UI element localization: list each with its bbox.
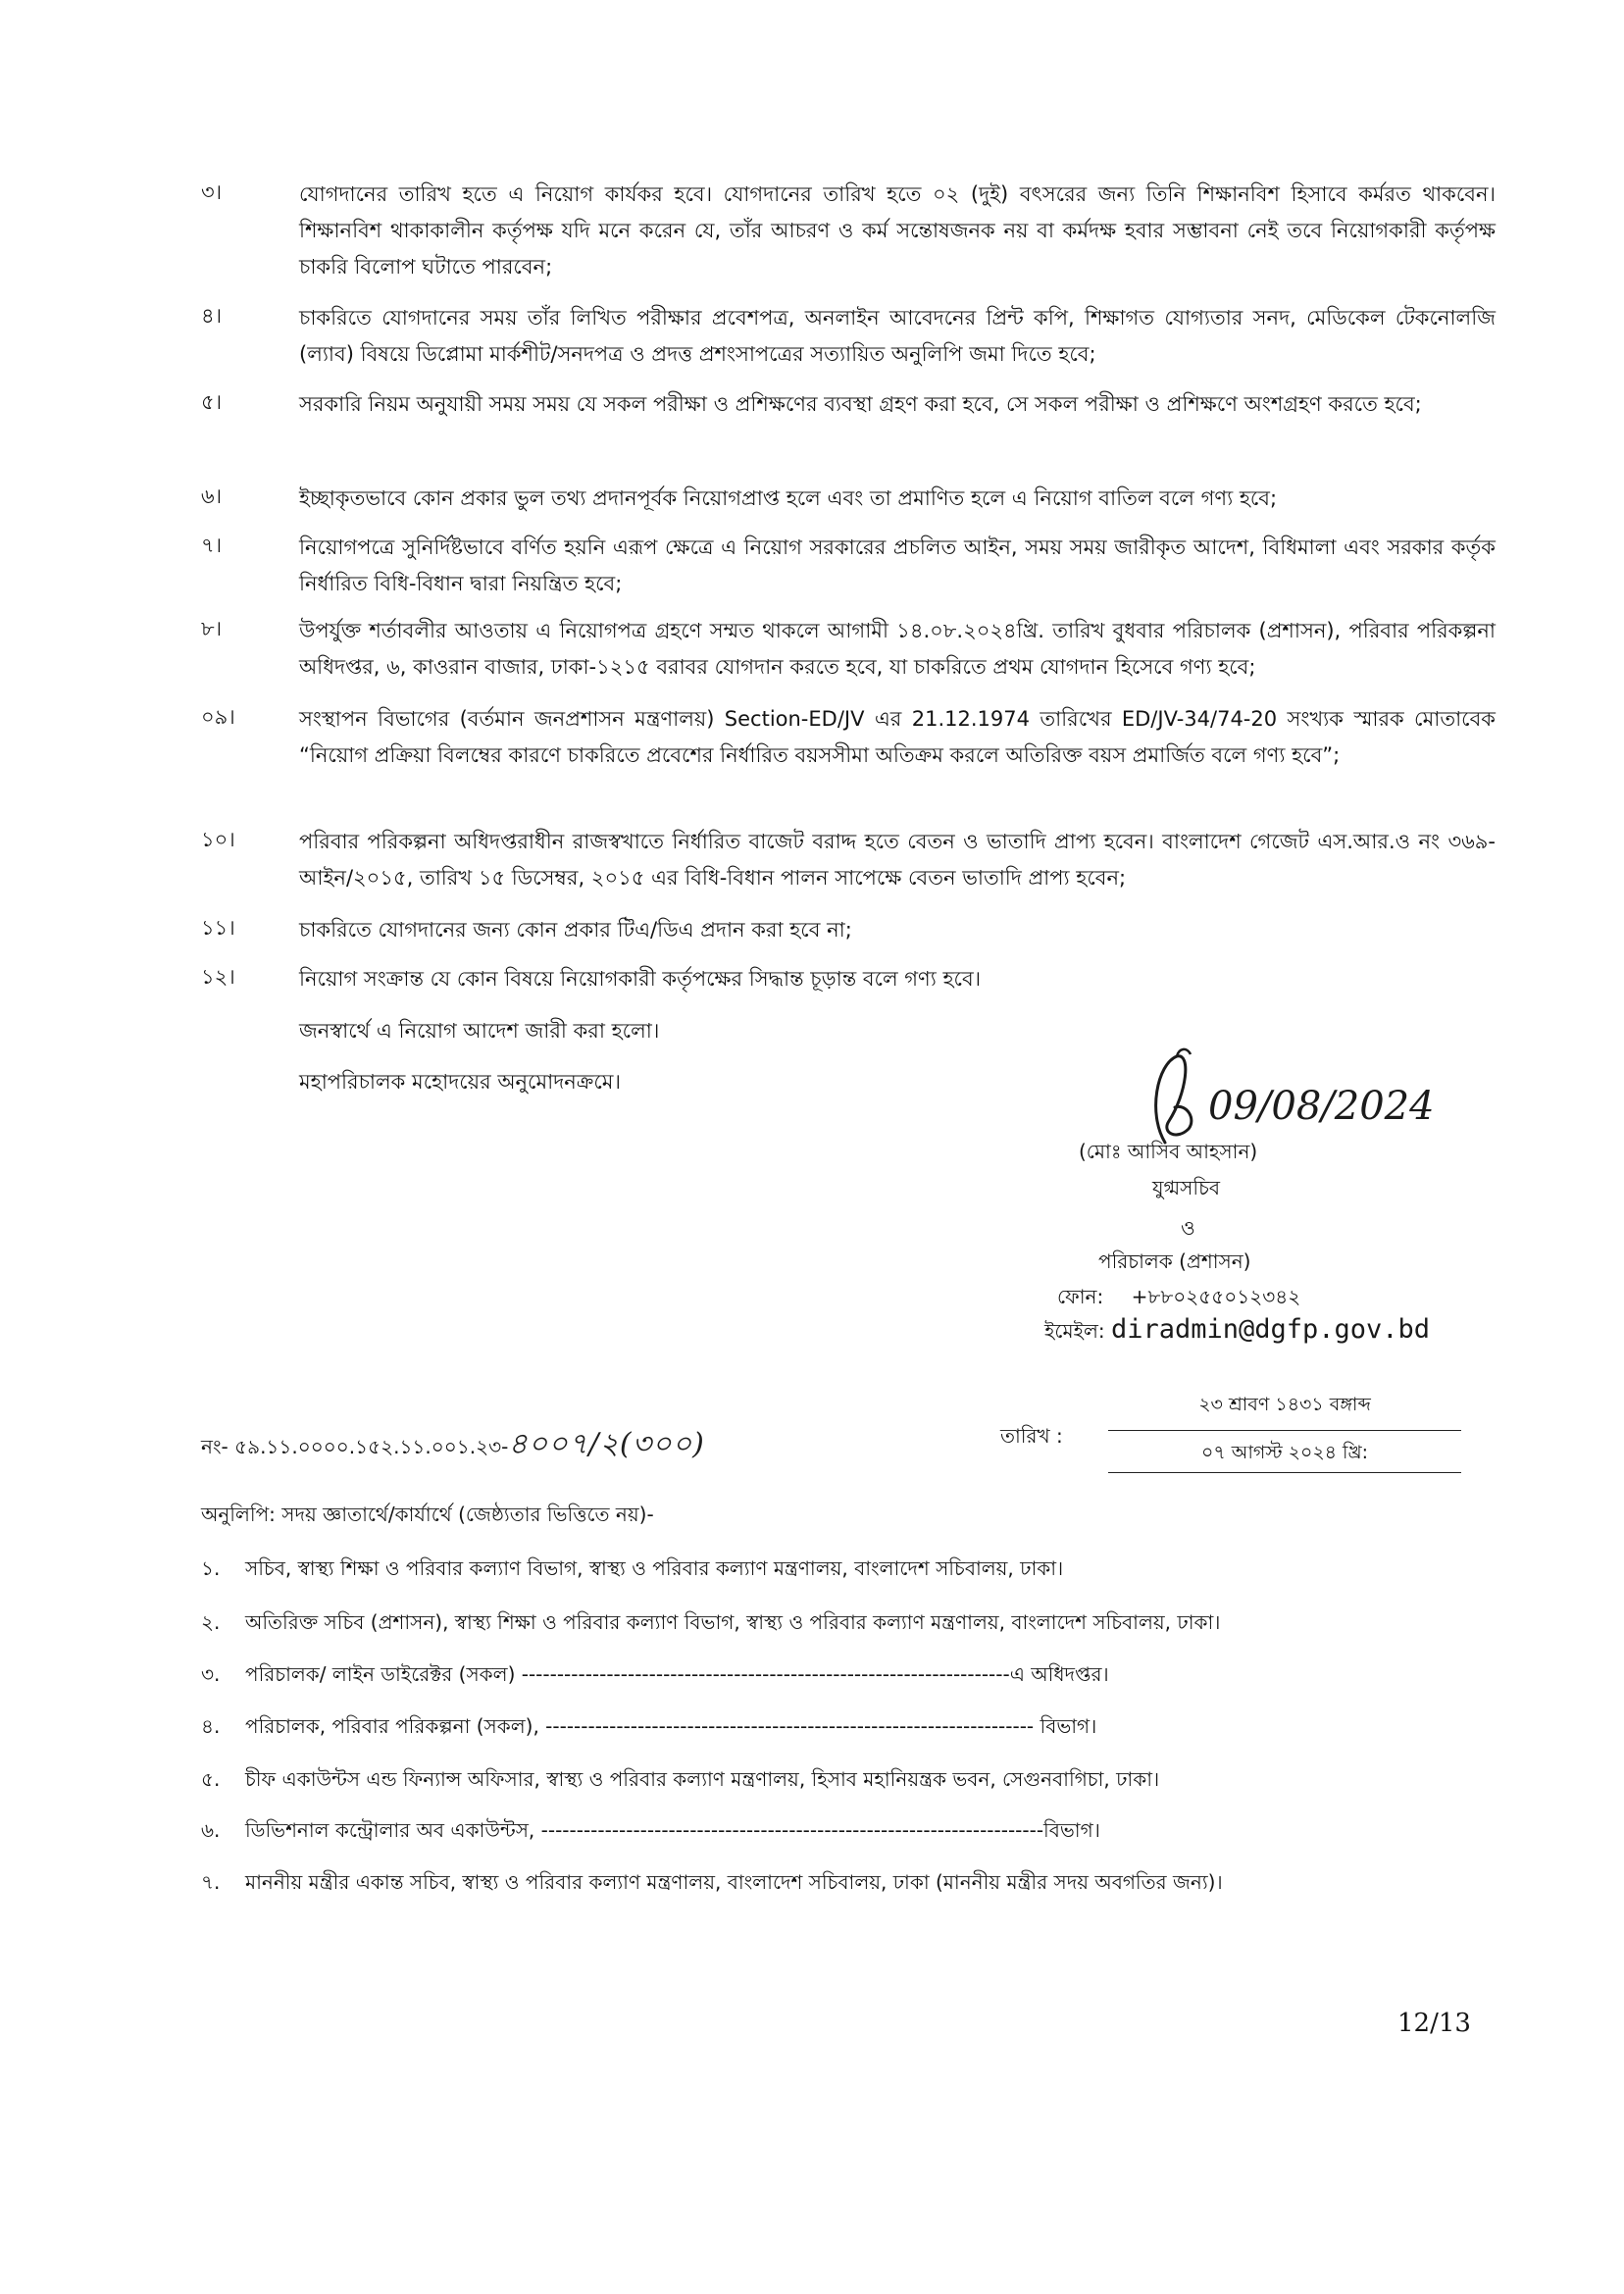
copy-number: ৪.: [201, 1714, 221, 1738]
phone-label: ফোন:: [1057, 1285, 1104, 1308]
signatory-designation-2: পরিচালক (প্রশাসন): [1098, 1249, 1251, 1273]
copy-text: সচিব, স্বাস্থ্য শিক্ষা ও পরিবার কল্যাণ বিভাগ, স্বাস্থ্য ও পরিবার কল্যাণ মন্ত্রণালয়, বাংলাদেশ সচিবালয়, ঢাকা।: [245, 1556, 1064, 1580]
copy-number: ৭.: [201, 1870, 221, 1894]
copy-number: ২.: [201, 1610, 221, 1634]
date-label: তারিখ :: [1000, 1424, 1063, 1448]
memo-number-prefix: নং- ৫৯.১১.০০০০.১৫২.১১.০০১.২৩-: [201, 1435, 509, 1458]
copy-number: ৬.: [201, 1818, 221, 1842]
copy-text: চীফ একাউন্টস এন্ড ফিন্যান্স অফিসার, স্বাস্থ্য ও পরিবার কল্যাণ মন্ত্রণালয়, হিসাব মহানিয়ন্ত্রক ভবন, সেগুনবাগিচা, ঢাকা।: [245, 1767, 1160, 1791]
signature-date: 09/08/2024: [1208, 1084, 1435, 1129]
clause-text: চাকরিতে যোগদানের জন্য কোন প্রকার টিএ/ডিএ প্রদান করা হবে না;: [299, 918, 852, 942]
copy-number: ৫.: [201, 1767, 221, 1791]
conjunction-text: ও: [1181, 1216, 1195, 1240]
email-address: diradmin@dgfp.gov.bd: [1110, 1314, 1431, 1345]
closing-line: জনস্বার্থে এ নিয়োগ আদেশ জারী করা হলো।: [299, 1019, 660, 1043]
copy-number: ৩.: [201, 1662, 221, 1686]
clause-number: ১১।: [201, 916, 235, 940]
phone-line: [1057, 1283, 1300, 1315]
phone-number: +৮৮০২৫৫০১২৩৪২: [1131, 1285, 1301, 1308]
memo-number-handwritten: ৪০০৭/২(৩০০): [508, 1427, 705, 1461]
clause-number: ১০।: [201, 828, 235, 851]
copy-text: ডিভিশনাল কন্ট্রোলার অব একাউন্টস, -----------------------------------------------------------------------বিভাগ।: [245, 1818, 1100, 1842]
clause-text: নিয়োগ সংক্রান্ত যে কোন বিষয়ে নিয়োগকারী কর্তৃপক্ষের সিদ্ধান্ত চূড়ান্ত বলে গণ্য হবে।: [299, 967, 982, 991]
memo-number: [201, 1420, 705, 1470]
clause-text: সংস্থাপন বিভাগের (বর্তমান জনপ্রশাসন মন্ত্রণালয়) Section-ED/JV এর 21.12.1974 তারিখের ED/JV-34/74-20 সংখ্যক স্মারক মোতাবেক “নিয়োগ প্রক্রিয়া বিলম্বের কারণে চাকরিতে প্রবেশের নির্ধারিত বয়সসীমা অতিক্রম করলে অতিরিক্ত বয়স প্রমার্জিত বলে গণ্য হবে”;: [299, 707, 1496, 767]
clause-text: সরকারি নিয়ম অনুযায়ী সময় সময় যে সকল পরীক্ষা ও প্রশিক্ষণের ব্যবস্থা গ্রহণ করা হবে, সে সকল পরীক্ষা ও প্রশিক্ষণে অংশগ্রহণ করতে হবে;: [299, 392, 1422, 416]
clause-number: ৬।: [201, 484, 223, 508]
date-bangla: ২৩ শ্রাবণ ১৪৩১ বঙ্গাব্দ: [1108, 1391, 1461, 1431]
page-number: 12/13: [1397, 2009, 1471, 2038]
clause-text: নিয়োগপত্রে সুনির্দিষ্টভাবে বর্ণিত হয়নি এরূপ ক্ষেত্রে এ নিয়োগ সরকারের প্রচলিত আইন, সময় সময় জারীকৃত আদেশ, বিধিমালা এবং সরকার কর্তৃক নির্ধারিত বিধি-বিধান দ্বারা নিয়ন্ত্রিত হবে;: [299, 535, 1496, 595]
signatory-designation: যুগ্মসচিব: [1152, 1176, 1220, 1199]
clause-number: ৪।: [201, 304, 223, 328]
email-line: [1044, 1314, 1430, 1350]
clause-number: ৭।: [201, 534, 223, 557]
copy-number: ১.: [201, 1556, 221, 1580]
clause-number: ০৯।: [201, 705, 235, 729]
date-english: ০৭ আগস্ট ২০২৪ খ্রি:: [1108, 1431, 1461, 1473]
copy-text: অতিরিক্ত সচিব (প্রশাসন), স্বাস্থ্য শিক্ষা ও পরিবার কল্যাণ বিভাগ, স্বাস্থ্য ও পরিবার কল্যাণ মন্ত্রণালয়, বাংলাদেশ সচিবালয়, ঢাকা।: [245, 1610, 1221, 1634]
date-box: [1108, 1391, 1461, 1473]
approval-line: মহাপরিচালক মহোদয়ের অনুমোদনক্রমে।: [299, 1070, 621, 1094]
clause-number: ৫।: [201, 390, 223, 414]
clause-text: উপর্যুক্ত শর্তাবলীর আওতায় এ নিয়োগপত্র গ্রহণে সম্মত থাকলে আগামী ১৪.০৮.২০২৪খ্রি. তারিখ বুধবার পরিচালক (প্রশাসন), পরিবার পরিকল্পনা অধিদপ্তর, ৬, কাওরান বাজার, ঢাকা-১২১৫ বরাবর যোগদান করতে হবে, যা চাকরিতে প্রথম যোগদান হিসেবে গণ্য হবে;: [299, 619, 1496, 679]
clause-number: ১২।: [201, 965, 235, 989]
clause-text: পরিবার পরিকল্পনা অধিদপ্তরাধীন রাজস্বখাতে নির্ধারিত বাজেট বরাদ্দ হতে বেতন ও ভাতাদি প্রাপ্য হবেন। বাংলাদেশ গেজেট এস.আর.ও নং ৩৬৯-আইন/২০১৫, তারিখ ১৫ ডিসেম্বর, ২০১৫ এর বিধি-বিধান পালন সাপেক্ষে বেতন ভাতাদি প্রাপ্য হবেন;: [299, 830, 1496, 890]
clause-number: ৮।: [201, 617, 223, 640]
copy-text: মাননীয় মন্ত্রীর একান্ত সচিব, স্বাস্থ্য ও পরিবার কল্যাণ মন্ত্রণালয়, বাংলাদেশ সচিবালয়, ঢাকা (মাননীয় মন্ত্রীর সদয় অবগতির জন্য)।: [245, 1870, 1223, 1894]
email-label: ইমেইল:: [1044, 1319, 1105, 1343]
signatory-name: (মোঃ আসিব আহসান): [1079, 1140, 1258, 1163]
clause-number: ৩।: [201, 180, 223, 204]
clause-text: ইচ্ছাকৃতভাবে কোন প্রকার ভুল তথ্য প্রদানপূর্বক নিয়োগপ্রাপ্ত হলে এবং তা প্রমাণিত হলে এ নিয়োগ বাতিল বলে গণ্য হবে;: [299, 486, 1278, 510]
copy-text: পরিচালক/ লাইন ডাইরেক্টর (সকল) ---------------------------------------------------------------------এ অধিদপ্তর।: [245, 1662, 1109, 1686]
copies-heading: অনুলিপি: সদয় জ্ঞাতার্থে/কার্যার্থে (জেষ্ঠ্যতার ভিত্তিতে নয়)-: [201, 1503, 654, 1526]
clause-text: চাকরিতে যোগদানের সময় তাঁর লিখিত পরীক্ষার প্রবেশপত্র, অনলাইন আবেদনের প্রিন্ট কপি, শিক্ষাগত যোগ্যতার সনদ, মেডিকেল টেকনোলজি (ল্যাব) বিষয়ে ডিপ্লোমা মার্কশীট/সনদপত্র ও প্রদত্ত প্রশংসাপত্রের সত্যায়িত অনুলিপি জমা দিতে হবে;: [299, 306, 1496, 366]
copy-text: পরিচালক, পরিবার পরিকল্পনা (সকল), --------------------------------------------------------------------- বিভাগ।: [245, 1714, 1097, 1738]
clause-text: যোগদানের তারিখ হতে এ নিয়োগ কার্যকর হবে। যোগদানের তারিখ হতে ০২ (দুই) বৎসরের জন্য তিনি শিক্ষানবিশ হিসাবে কর্মরত থাকবেন। শিক্ষানবিশ থাকাকালীন কর্তৃপক্ষ যদি মনে করেন যে, তাঁর আচরণ ও কর্ম সন্তোষজনক নয় বা কর্মদক্ষ হবার সম্ভাবনা নেই তবে নিয়োগকারী কর্তৃপক্ষ চাকরি বিলোপ ঘটাতে পারবেন;: [299, 182, 1496, 279]
